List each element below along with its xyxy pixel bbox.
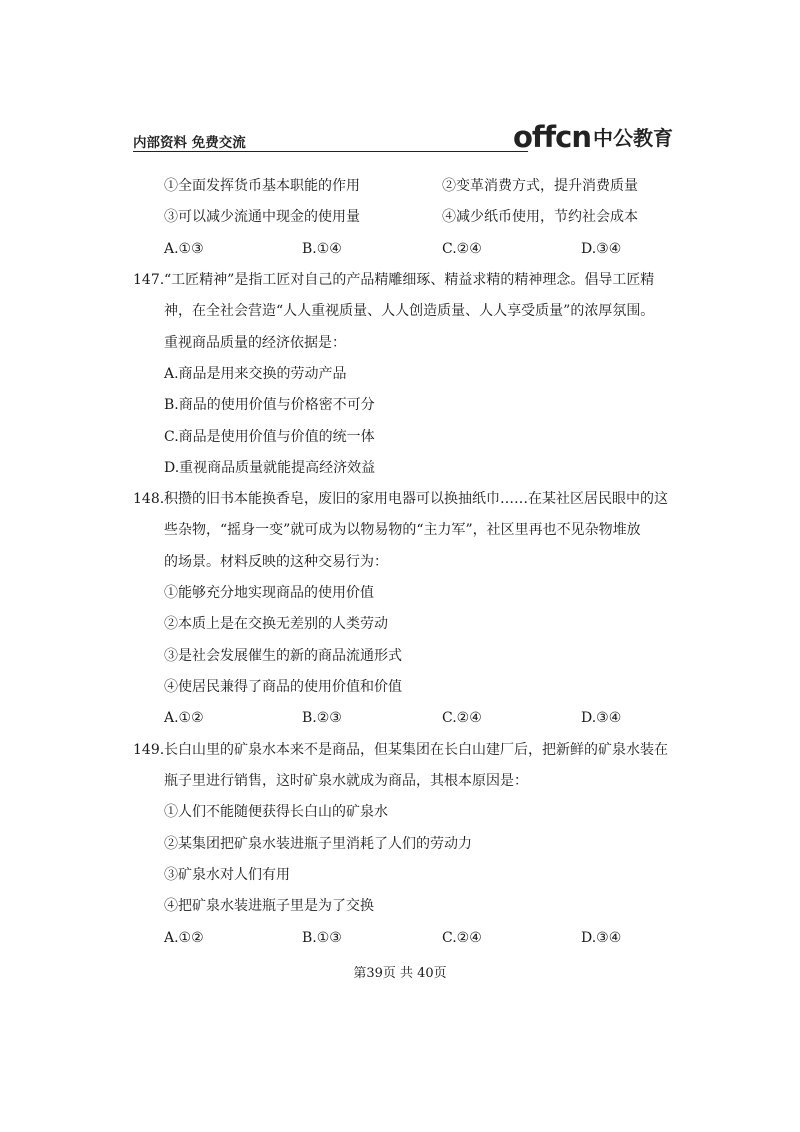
choice-b: B.①③ — [302, 930, 342, 946]
option-item: ④把矿泉水装进瓶子里是为了交换 — [164, 898, 374, 914]
choice-c: C.②④ — [442, 930, 482, 946]
option-item: ③可以减少流通中现金的使用量 — [164, 209, 360, 225]
question-stem: 瓶子里进行销售，这时矿泉水就成为商品，其根本原因是： — [164, 773, 528, 789]
option-item: ③矿泉水对人们有用 — [164, 867, 290, 883]
choice-b: B.②③ — [302, 710, 342, 726]
question-stem: 神，在全社会营造“人人重视质量、人人创造质量、人人享受质量”的浓厚氛围。 — [164, 303, 655, 319]
option-item: C.商品是使用价值与价值的统一体 — [164, 429, 375, 445]
choice-a: A.①③ — [164, 241, 204, 257]
choice-c: C.②④ — [442, 241, 482, 257]
option-item: ②变革消费方式，提升消费质量 — [442, 178, 638, 194]
choice-a: A.①② — [164, 710, 204, 726]
question-number: 148. — [133, 491, 165, 507]
option-item: ②某集团把矿泉水装进瓶子里消耗了人们的劳动力 — [164, 836, 472, 852]
option-item: B.商品的使用价值与价格密不可分 — [164, 397, 375, 413]
question-stem: 积攒的旧书本能换香皂，废旧的家用电器可以换抽纸巾……在某社区居民眼中的这 — [164, 491, 668, 507]
question-stem: 长白山里的矿泉水本来不是商品，但某集团在长白山建厂后，把新鲜的矿泉水装在 — [164, 742, 668, 758]
choice-d: D.③④ — [581, 930, 622, 946]
question-number: 147. — [133, 272, 165, 288]
question-stem: “工匠精神”是指工匠对自己的产品精雕细琢、精益求精的精神理念。倡导工匠精 — [164, 272, 655, 288]
option-item: ①人们不能随便获得长白山的矿泉水 — [164, 804, 388, 820]
choice-c: C.②④ — [442, 710, 482, 726]
choice-d: D.③④ — [581, 710, 622, 726]
page-header — [133, 120, 673, 154]
question-stem: 重视商品质量的经济依据是： — [164, 335, 346, 351]
option-item: ③是社会发展催生的新的商品流通形式 — [164, 648, 402, 664]
header-rule — [133, 151, 528, 152]
option-item: ①全面发挥货币基本职能的作用 — [164, 178, 360, 194]
option-item: ②本质上是在交换无差别的人类劳动 — [164, 616, 388, 632]
question-stem: 的场景。材料反映的这种交易行为： — [164, 554, 388, 570]
choice-b: B.①④ — [302, 241, 342, 257]
logo-latin-text: offcn — [513, 120, 591, 154]
option-item: ④减少纸币使用，节约社会成本 — [442, 209, 638, 225]
logo-cn-text: 中公教育 — [593, 126, 673, 150]
question-stem: 些杂物，“摇身一变”就可成为以物易物的“主力军”，社区里再也不见杂物堆放 — [164, 522, 641, 538]
offcn-logo — [513, 120, 673, 152]
page-number-footer: 第39页 共 40页 — [353, 966, 447, 981]
header-left-text: 内部资料 免费交流 — [133, 135, 246, 151]
question-number: 149. — [133, 742, 165, 758]
option-item: D.重视商品质量就能提高经济效益 — [164, 460, 376, 476]
option-item: ①能够充分地实现商品的使用价值 — [164, 585, 374, 601]
choice-a: A.①② — [164, 930, 204, 946]
option-item: ④使居民兼得了商品的使用价值和价值 — [164, 679, 402, 695]
choice-d: D.③④ — [581, 241, 622, 257]
option-item: A.商品是用来交换的劳动产品 — [164, 366, 347, 382]
